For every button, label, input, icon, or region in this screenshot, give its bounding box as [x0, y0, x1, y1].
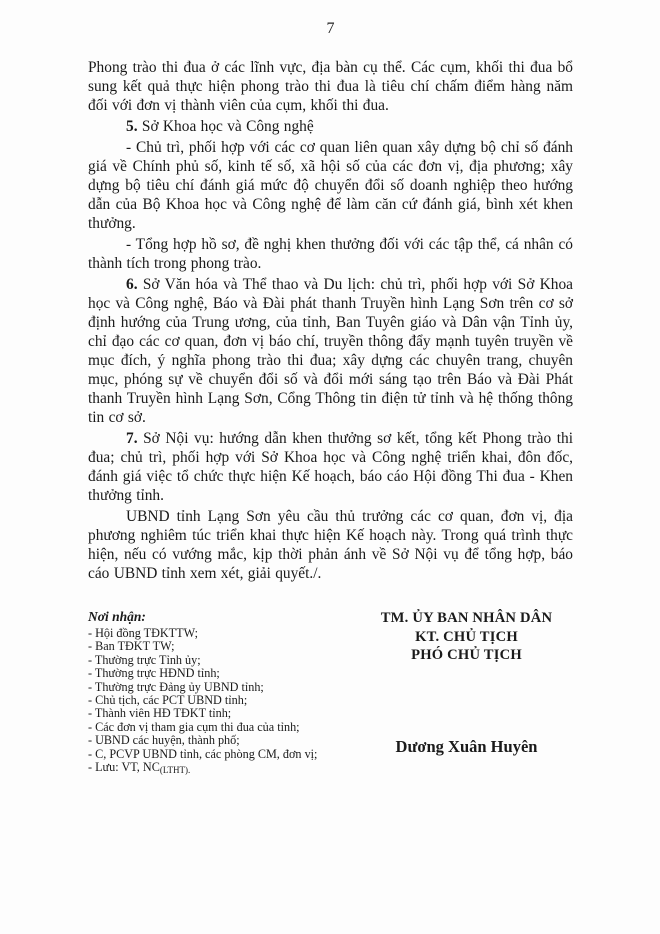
paragraph-section-6	[88, 275, 573, 427]
recipient-item: - UBND các huyện, thành phố;	[88, 733, 240, 748]
recipient-item: - Thường trực HĐND tỉnh;	[88, 666, 220, 681]
signature-org: TM. ỦY BAN NHÂN DÂN	[380, 610, 553, 626]
paragraph-text: UBND tỉnh Lạng Sơn yêu cầu thủ trưởng các cơ quan, đơn vị, địa phương nghiêm túc triển khai thực hiện Kế hoạch này. Trong quá trình thực hiện, nếu có vướng mắc, kịp thời phản ánh về Sở Nội vụ để tổng hợp, báo cáo UBND tỉnh xem xét, giải quyết./.	[88, 508, 573, 582]
paragraph-closing	[88, 507, 573, 583]
recipient-luu-subscript: (LTHT).	[159, 765, 191, 776]
paragraph-text: Sở Văn hóa và Thể thao và Du lịch: chủ trì, phối hợp với Sở Khoa học và Công nghệ, Báo và Đài phát thanh Truyền hình Lạng Sơn trên cơ sở định hướng của Trung ương, của tỉnh, Ban Tuyên giáo và Dân vận Tỉnh ủy, chỉ đạo các cơ quan, đơn vị báo chí, truyền thông đẩy mạnh tuyên truyền về mục đích, ý nghĩa phong trào thi đua; xây dựng các chuyên trang, chuyên mục, phóng sự về chuyển đổi số và đổi mới sáng tạo trên Báo và Đài Phát thanh Truyền hình Lạng Sơn, Cổng Thông tin điện tử tỉnh và hệ thống thông tin cơ sở.	[88, 276, 573, 426]
signature-authority: KT. CHỦ TỊCH	[415, 628, 518, 645]
section-number: 6.	[126, 276, 143, 293]
paragraph-section-5-task-2	[88, 235, 573, 273]
recipient-item: - Ban TĐKT TW;	[88, 639, 175, 654]
page-number: 7	[326, 20, 335, 37]
recipient-item: - Các đơn vị tham gia cụm thi đua của tỉnh;	[88, 719, 300, 734]
signature-role: PHÓ CHỦ TỊCH	[411, 647, 522, 663]
paragraph-text: Sở Khoa học và Công nghệ	[141, 118, 314, 135]
section-number: 7.	[126, 430, 144, 447]
recipient-item: - C, PCVP UBND tỉnh, các phòng CM, đơn vị;	[88, 746, 318, 761]
recipient-item: - Thành viên HĐ TĐKT tỉnh;	[88, 706, 232, 721]
recipient-item: - Chủ tịch, các PCT UBND tỉnh;	[88, 693, 248, 708]
recipient-item: - Thường trực Tỉnh ủy;	[88, 652, 201, 667]
paragraph-text: Phong trào thi đua ở các lĩnh vực, địa bàn cụ thể. Các cụm, khối thi đua bổ sung kết quả thực hiện phong trào thi đua là tiêu chí chấm điểm hàng năm đối với đơn vị thành viên của cụm, khối thi đua.	[88, 59, 573, 114]
paragraph-section-5	[88, 117, 573, 136]
paragraph-text: - Tổng hợp hồ sơ, đề nghị khen thưởng đối với các tập thể, cá nhân có thành tích trong phong trào.	[88, 236, 573, 272]
recipient-item: - Hội đồng TĐKTTW;	[88, 626, 199, 640]
document-footer	[88, 609, 573, 777]
recipients-heading: Nơi nhận:	[88, 609, 146, 624]
signature-block	[360, 609, 573, 777]
paragraph-section-5-task-1	[88, 138, 573, 233]
section-number: 5.	[126, 118, 142, 135]
recipients-block	[88, 609, 360, 777]
paragraph-text: Sở Nội vụ: hướng dẫn khen thưởng sơ kết, tổng kết Phong trào thi đua; chủ trì, phối hợp với Sở Khoa học và Công nghệ triển khai, đôn đốc, đánh giá việc tổ chức thực hiện Kế hoạch, báo cáo Hội đồng Thi đua - Khen thưởng tỉnh.	[88, 430, 574, 504]
recipient-luu-text: - Lưu: VT, NC	[88, 760, 160, 775]
paragraph-text: - Chủ trì, phối hợp với các cơ quan liên quan xây dựng bộ chỉ số đánh giá về Chính phủ số, kinh tế số, xã hội số của các đơn vị, địa phương; xây dựng bộ tiêu chí đánh giá mức độ chuyển đổi số doanh nghiệp theo hướng dẫn của Bộ Khoa học và Công nghệ để làm căn cứ đánh giá, bình xét khen thưởng.	[88, 139, 573, 232]
recipient-item: - Thường trực Đảng ủy UBND tỉnh;	[88, 679, 264, 694]
signature-name: Dương Xuân Huyên	[395, 736, 538, 756]
document-body	[88, 58, 573, 583]
paragraph-section-7	[88, 429, 573, 505]
paragraph-continuation	[88, 58, 573, 115]
recipient-item-luu	[88, 761, 360, 777]
